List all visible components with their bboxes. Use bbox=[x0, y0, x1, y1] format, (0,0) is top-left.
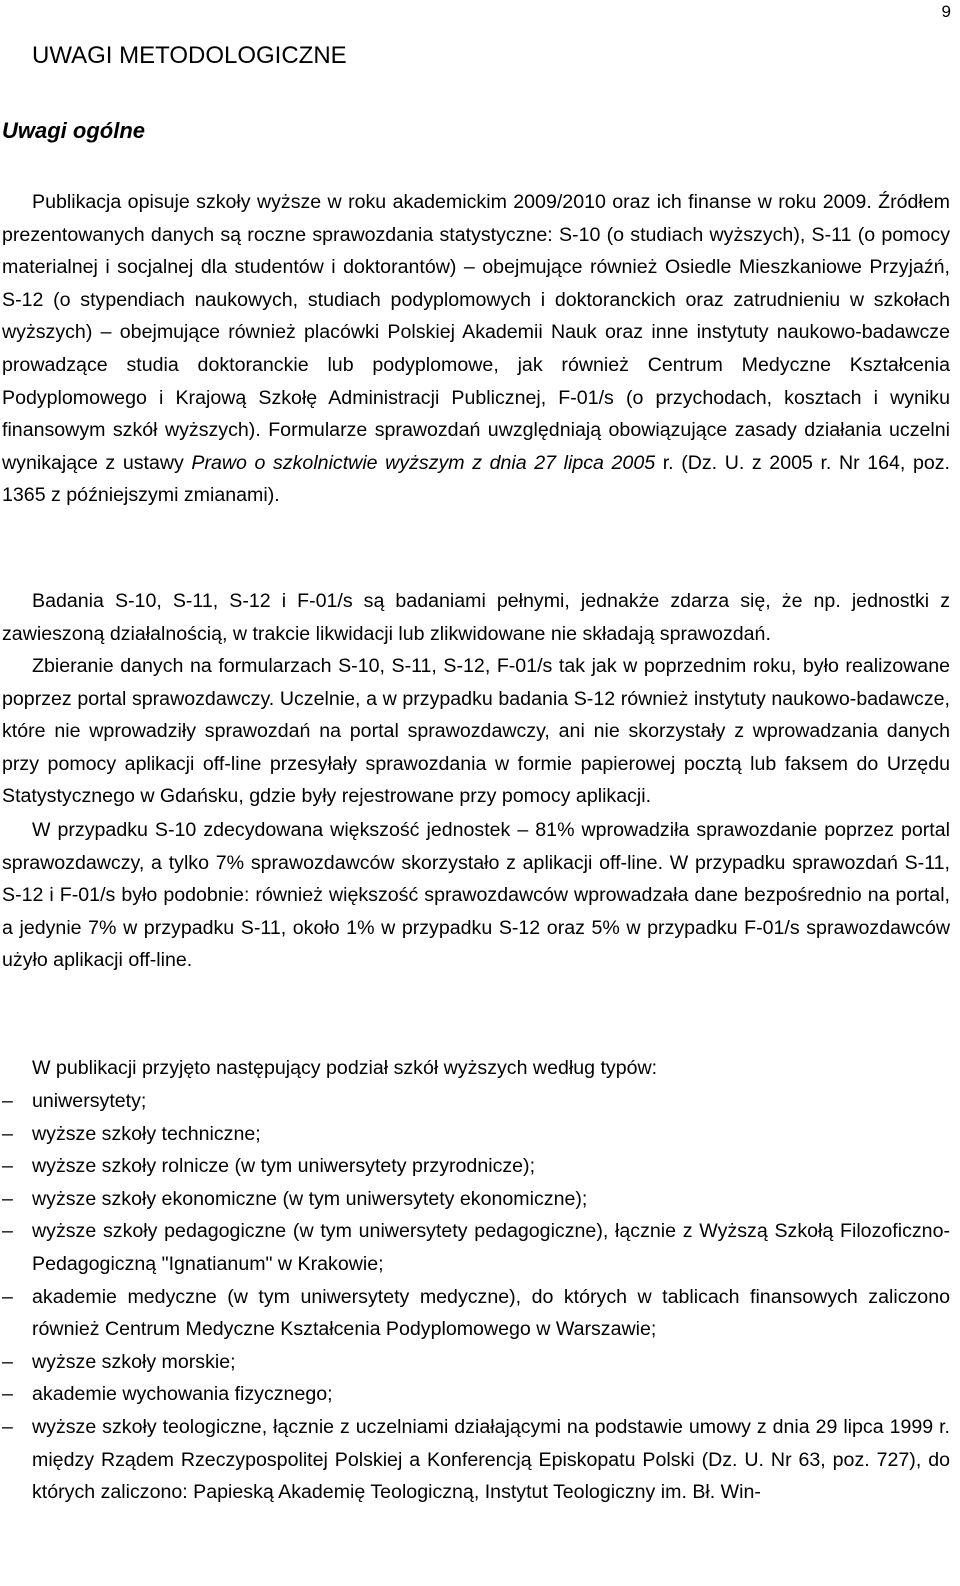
dash-bullet: – bbox=[2, 1187, 13, 1210]
list-item-text: akademie wychowania fizycznego; bbox=[32, 1383, 333, 1406]
page-title: UWAGI METODOLOGICZNE bbox=[32, 42, 347, 69]
dash-bullet: – bbox=[2, 1285, 13, 1308]
list-item-text: wyższe szkoły rolnicze (w tym uniwersytety przyrodnicze); bbox=[32, 1155, 536, 1178]
list-item bbox=[2, 1411, 950, 1509]
dash-bullet: – bbox=[2, 1220, 13, 1243]
list-item bbox=[2, 1346, 950, 1379]
law-title: Prawo o szkolnictwie wyższym z dnia 27 lipca 2005 bbox=[191, 451, 656, 474]
paragraph-data-collection: Zbieranie danych na formularzach S-10, S-11, S-12, F-01/s tak jak w poprzednim roku, było realizowane poprzez portal sprawozdawczy. Uczelnie, a w przypadku badania S-12 również instytuty naukowo-badawcze, które nie wprowadziły sprawozdań na portal sprawozdawczy, ani nie skorzystały z wprowadzania danych przy pomocy aplikacji off-line przesyłały sprawozdania w formie papierowej pocztą lub faksem do Urzędu Statystycznego w Gdańsku, gdzie były rejestrowane przy pomocy aplikacji. bbox=[2, 655, 950, 808]
school-types-list bbox=[2, 1085, 950, 1509]
list-item bbox=[2, 1150, 950, 1183]
paragraph-data-sources bbox=[2, 186, 950, 512]
paragraph-types-intro: W publikacji przyjęto następujący podział szkół wyższych według typów: bbox=[32, 1057, 658, 1079]
list-item-text: akademie medyczne (w tym uniwersytety medyczne), do których w tablicach finansowych zaliczono również Centrum Medyczne Kształcenia Podyplomowego w Warszawie; bbox=[32, 1285, 950, 1341]
list-item-text: wyższe szkoły ekonomiczne (w tym uniwersytety ekonomiczne); bbox=[32, 1187, 588, 1210]
list-item-text: wyższe szkoły pedagogiczne (w tym uniwersytety pedagogiczne), łącznie z Wyższą Szkołą Filozoficzno-Pedagogiczną "Ignatianum" w Krakowie; bbox=[32, 1220, 950, 1275]
paragraph-portal-usage: W przypadku S-10 zdecydowana większość jednostek – 81% wprowadziła sprawozdanie poprzez portal sprawozdawczy, a tylko 7% sprawozdawców skorzystało z aplikacji off-line. W przypadku sprawozdań S-11, S-12 i F-01/s było podobnie: również większość sprawozdawców wprowadzała dane bezpośrednio na portal, a jedynie 7% w przypadku S-11, około 1% w przypadku S-12 oraz 5% w przypadku F-01/s sprawozdawców użyło aplikacji off-line. bbox=[2, 819, 950, 972]
list-item-text: wyższe szkoły morskie; bbox=[32, 1350, 236, 1373]
list-item bbox=[2, 1085, 950, 1118]
dash-bullet: – bbox=[2, 1383, 13, 1406]
list-item bbox=[2, 1215, 950, 1280]
dash-bullet: – bbox=[2, 1350, 13, 1373]
list-item bbox=[2, 1281, 950, 1346]
section-subtitle: Uwagi ogólne bbox=[2, 118, 145, 143]
paragraph-text: Publikacja opisuje szkoły wyższe w roku akademickim 2009/2010 oraz ich finanse w roku 2009. Źródłem prezentowanych danych są roczne sprawozdania statystyczne: S-10 (o studiach wyższych), S-11 (o pomocy materialnej i socjalnej dla studentów i doktorantów) – obejmujące również Osiedle Mieszkaniowe Przyjaźń, S-12 (o stypendiach naukowych, studiach podyplomowych i doktoranckich oraz zatrudnieniu w szkołach wyższych) – obejmujące również placówki Polskiej Akademii Nauk oraz inne instytuty naukowo-badawcze prowadzące studia doktoranckie lub podyplomowe, jak również Centrum Medyczne Kształcenia Podyplomowego i Krajową Szkołę Administracji Publicznej, F-01/s (o przychodach, kosztach i wyniku finansowym szkół wyższych). Formularze sprawozdań uwzględniają obowiązujące zasady działania uczelni wynikające z ustawy bbox=[2, 191, 950, 474]
dash-bullet: – bbox=[2, 1122, 13, 1145]
list-item bbox=[2, 1118, 950, 1151]
list-item bbox=[2, 1183, 950, 1216]
list-item bbox=[2, 1378, 950, 1411]
list-item-text: wyższe szkoły teologiczne, łącznie z uczelniami działającymi na podstawie umowy z dnia 29 lipca 1999 r. między Rządem Rzeczypospolitej Polskiej a Konferencją Episkopatu Polski (Dz. U. Nr 63, poz. 727), do których zaliczono: Papieską Akademię Teologiczną, Instytut Teologiczny im. Bł. Win- bbox=[32, 1415, 950, 1504]
dash-bullet: – bbox=[2, 1415, 13, 1438]
list-item-text: uniwersytety; bbox=[32, 1090, 147, 1112]
list-item-text: wyższe szkoły techniczne; bbox=[32, 1122, 261, 1145]
paragraph-full-survey: Badania S-10, S-11, S-12 i F-01/s są badaniami pełnymi, jednakże zdarza się, że np. jednostki z zawieszoną działalnością, w trakcie likwidacji lub zlikwidowane nie składają sprawozdań. bbox=[2, 590, 950, 645]
paragraph-text-end: r. (Dz. U. z 2005 r. Nr 164, poz. 1365 z późniejszymi zmianami). bbox=[2, 451, 950, 507]
dash-bullet: – bbox=[2, 1155, 13, 1178]
dash-bullet: – bbox=[2, 1090, 13, 1112]
page-number: 9 bbox=[941, 2, 951, 21]
